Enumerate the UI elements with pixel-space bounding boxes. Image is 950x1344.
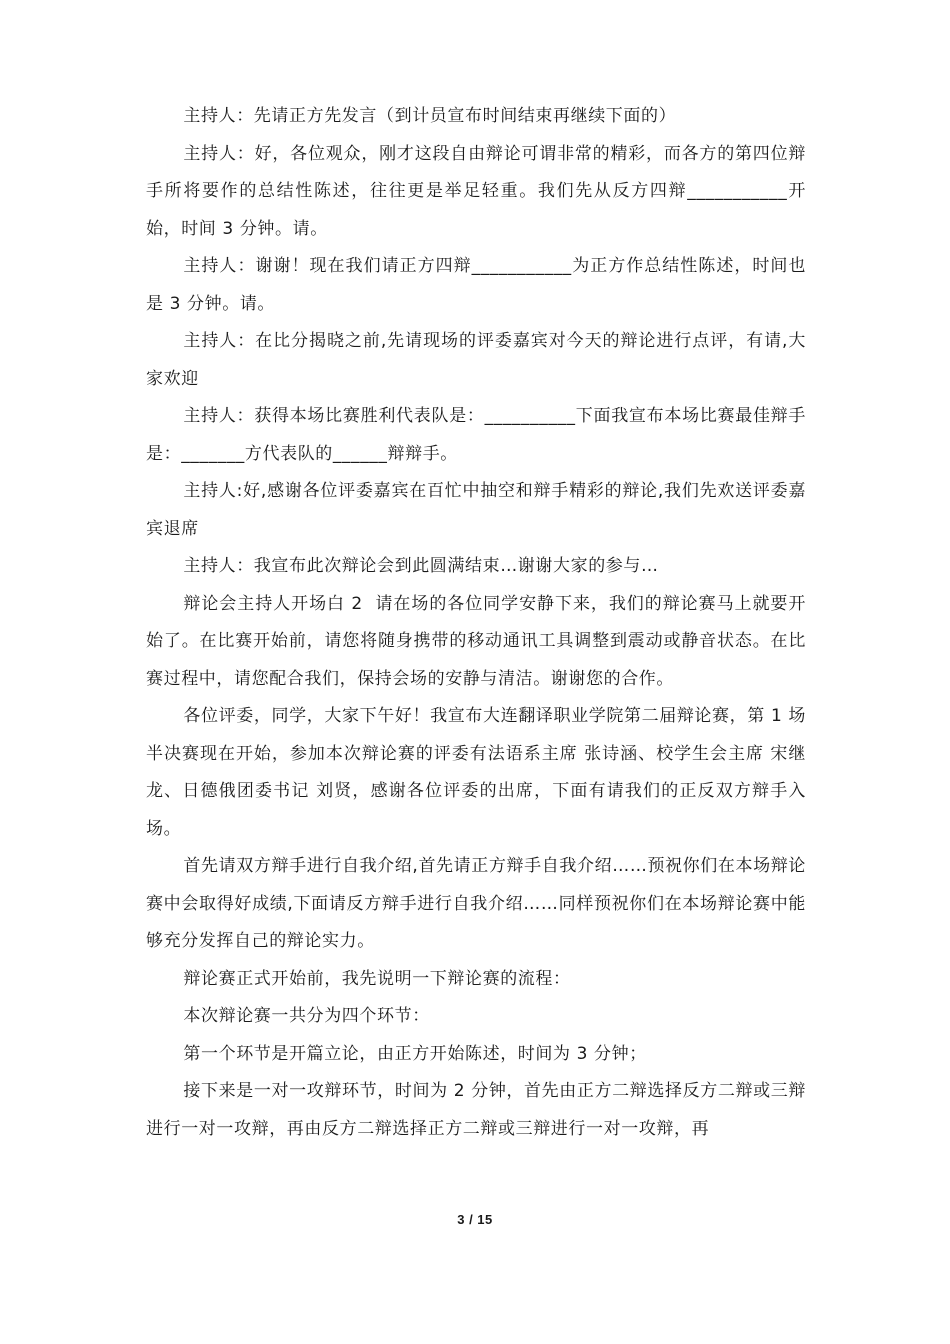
paragraph: 主持人：获得本场比赛胜利代表队是：__________下面我宣布本场比赛最佳辩手是：_______方代表队的______辩辩手。 (146, 406, 806, 464)
paragraph: 主持人:好,感谢各位评委嘉宾在百忙中抽空和辩手精彩的辩论,我们先欢送评委嘉宾退席 (146, 481, 806, 539)
paragraph: 首先请双方辩手进行自我介绍,首先请正方辩手自我介绍……预祝你们在本场辩论赛中会取得好成绩,下面请反方辩手进行自我介绍……同样预祝你们在本场辩论赛中能够充分发挥自己的辩论实力。 (146, 856, 806, 951)
paragraph: 第一个环节是开篇立论，由正方开始陈述，时间为 3 分钟； (183, 1043, 647, 1064)
paragraph: 各位评委，同学，大家下午好！我宣布大连翻译职业学院第二届辩论赛，第 1 场半决赛现在开始，参加本次辩论赛的评委有法语系主席 张诗涵、校学生会主席 宋继龙、日德俄团委书记 刘贤，感谢各位评委的出席，下面有请我们的正反双方辩手入场。 (146, 706, 806, 839)
paragraph: 主持人：谢谢！现在我们请正方四辩___________为正方作总结性陈述，时间也是 3 分钟。请。 (146, 256, 806, 314)
paragraph: 辩论赛正式开始前，我先说明一下辩论赛的流程： (183, 968, 571, 989)
paragraph: 主持人：我宣布此次辩论会到此圆满结束…谢谢大家的参与… (183, 556, 659, 576)
page-number: 3 / 15 (457, 1212, 493, 1227)
document-body (146, 98, 806, 1148)
paragraph: 辩论会主持人开场白 2 请在场的各位同学安静下来，我们的辩论赛马上就要开始了。在比赛开始前，请您将随身携带的移动通讯工具调整到震动或静音状态。在比赛过程中，请您配合我们，保持会场的安静与清洁。谢谢您的合作。 (146, 593, 806, 689)
paragraph: 主持人：好，各位观众，刚才这段自由辩论可谓非常的精彩，而各方的第四位辩手所将要作的总结性陈述，往往更是举足轻重。我们先从反方四辩___________开始，时间 3 分钟。请。 (146, 143, 806, 239)
paragraph: 本次辩论赛一共分为四个环节： (183, 1006, 430, 1026)
paragraph: 主持人：在比分揭晓之前,先请现场的评委嘉宾对今天的辩论进行点评，有请,大家欢迎 (146, 331, 806, 389)
paragraph: 接下来是一对一攻辩环节，时间为 2 分钟，首先由正方二辩选择反方二辩或三辩进行一对一攻辩，再由反方二辩选择正方二辩或三辩进行一对一攻辩，再 (146, 1081, 806, 1139)
paragraph: 主持人：先请正方先发言（到计员宣布时间结束再继续下面的） (183, 106, 677, 126)
